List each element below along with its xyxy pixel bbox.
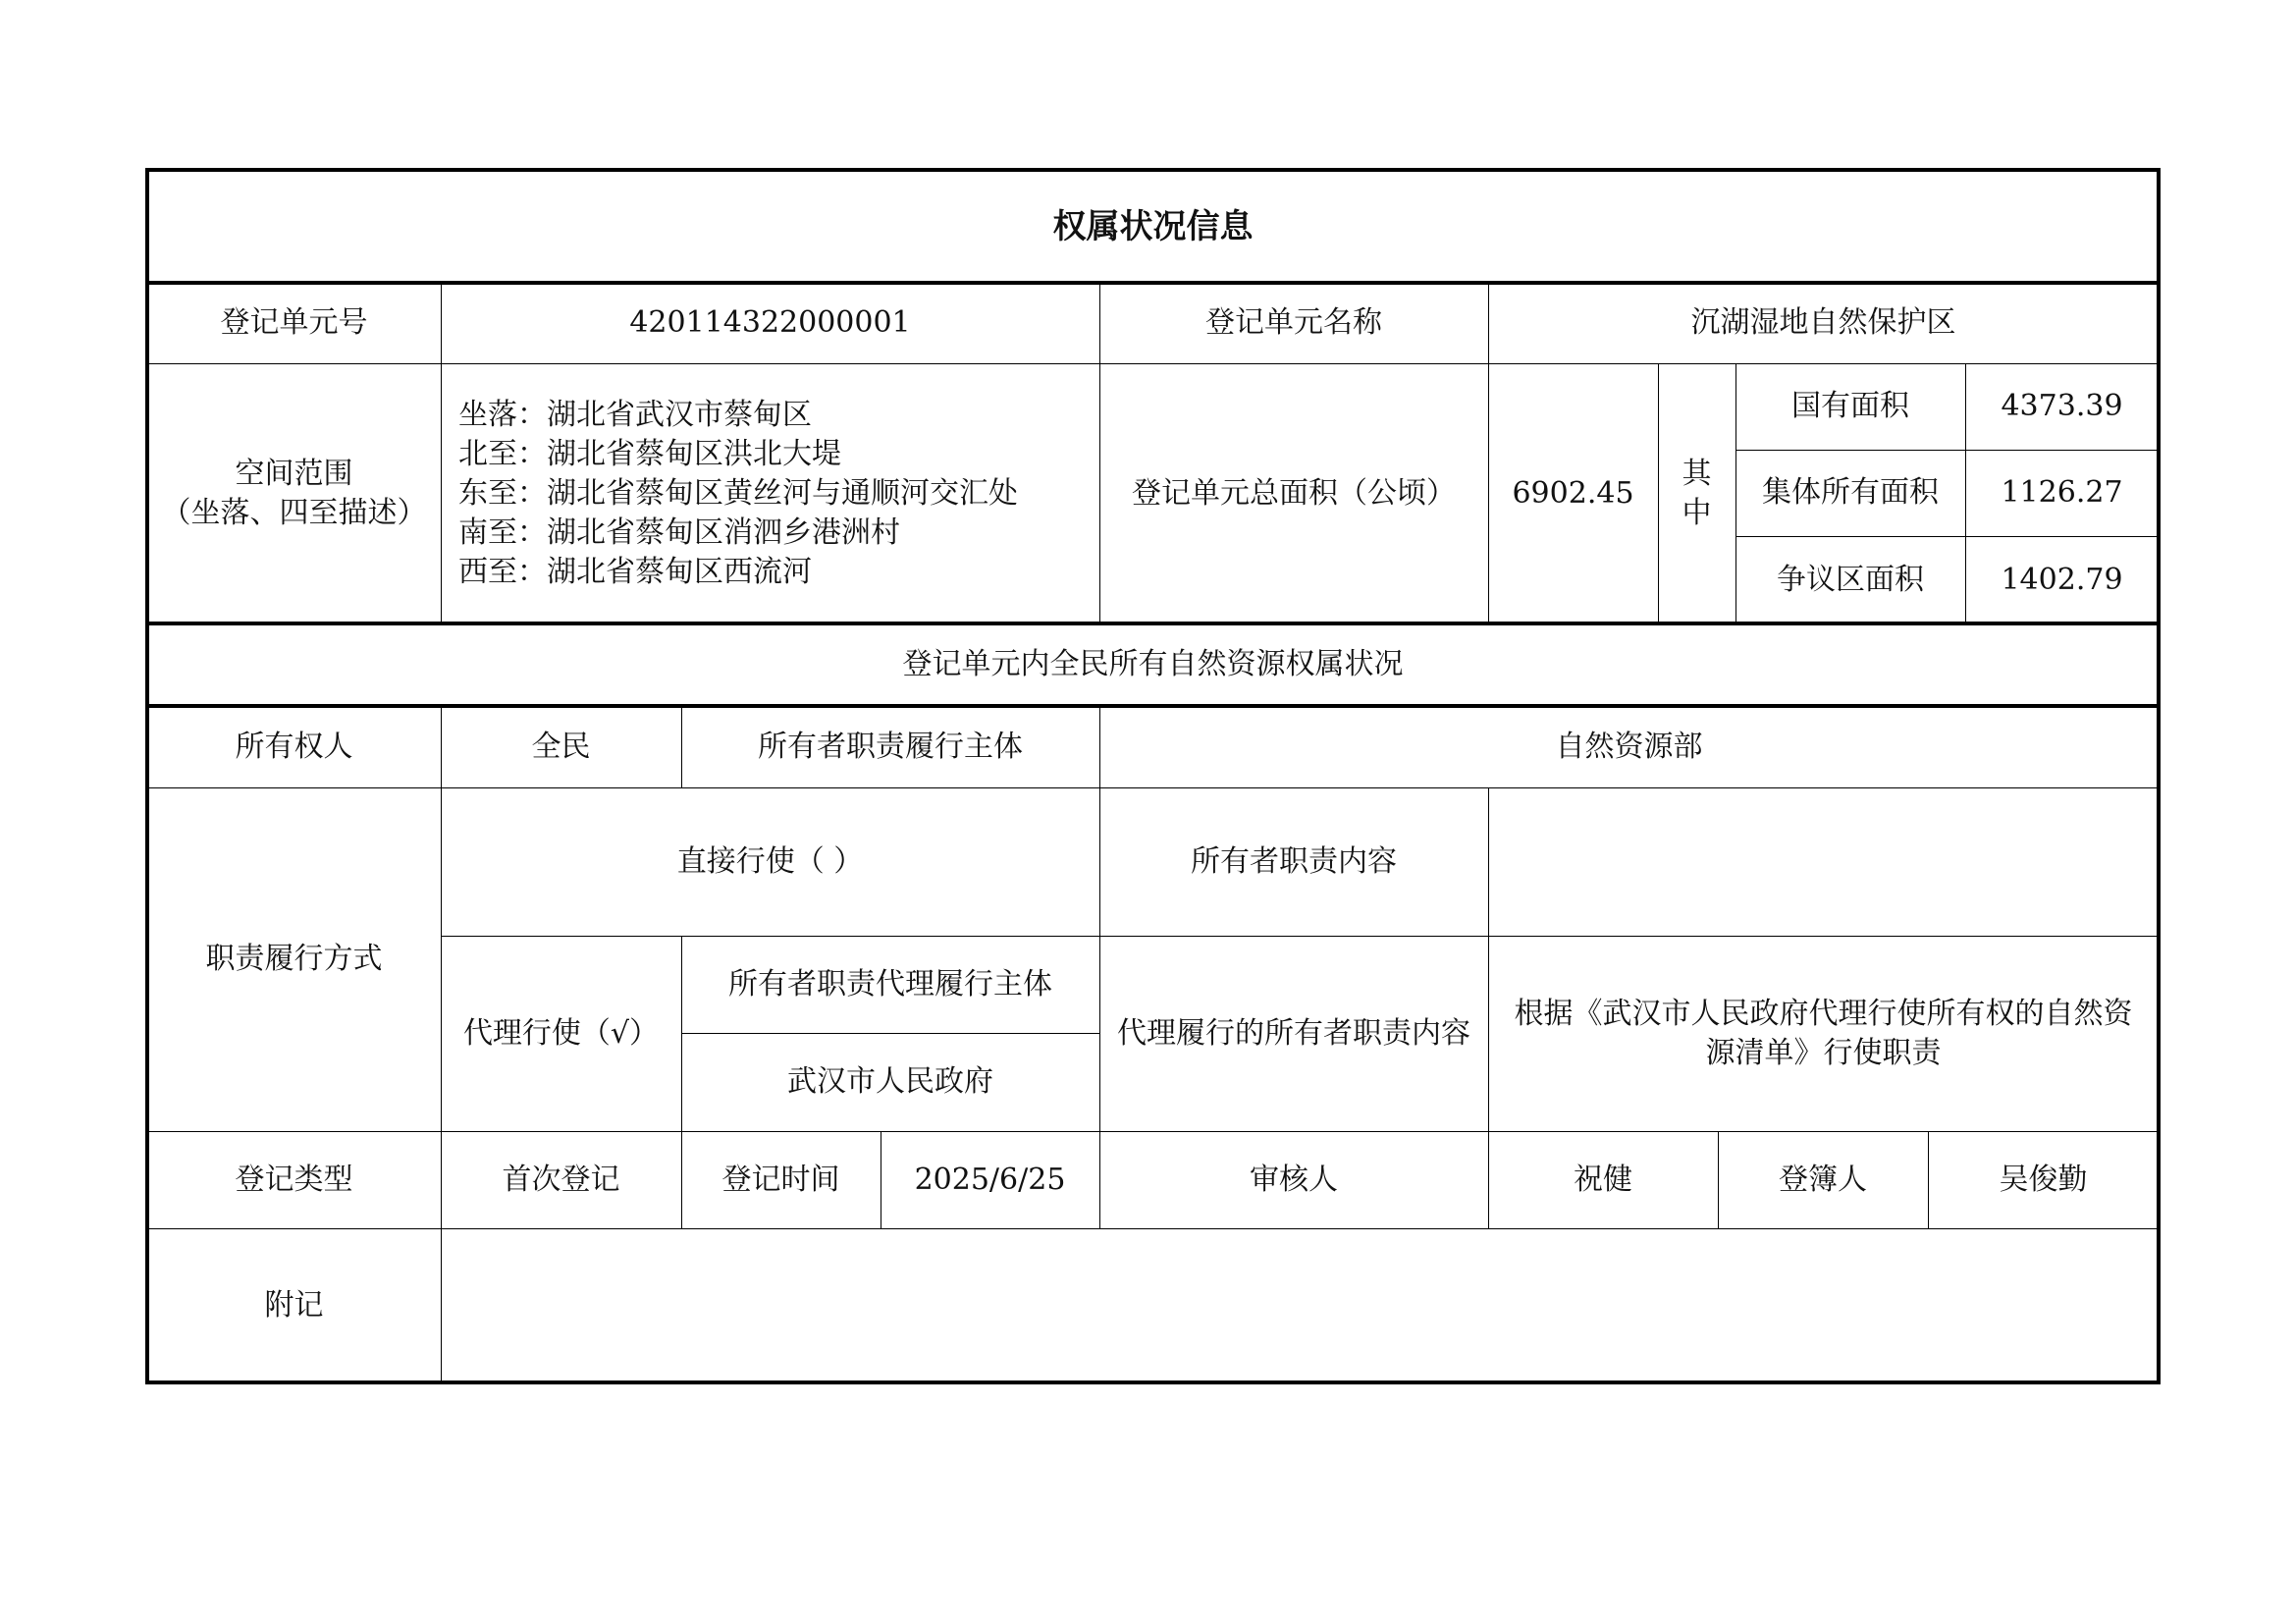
agent-content [1488, 936, 2159, 1131]
extent-label-line1: 空间范围 [235, 456, 353, 491]
disputed-area-label: 争议区面积 [1777, 562, 1924, 597]
agent-content-label: 代理履行的所有者职责内容 [1117, 1015, 1470, 1051]
duty-mode-label: 职责履行方式 [205, 942, 383, 976]
among-char-2: 中 [1682, 495, 1712, 530]
col-544-owner [681, 706, 682, 787]
unit-number: 420114322000001 [629, 305, 911, 340]
col-1600 [1718, 1131, 1719, 1228]
rule-after-title [147, 281, 2159, 285]
rule-agent-subject [681, 1033, 1099, 1034]
direct-exercise: 直接行使（ ） [676, 843, 864, 879]
rule-after-section [147, 704, 2159, 708]
col-970-a [1099, 283, 1100, 623]
extent-label-line2: （坐落、四至描述） [161, 495, 427, 530]
state-area-label: 国有面积 [1791, 389, 1909, 423]
agent-content-line1: 根据《武汉市人民政府代理行使所有权的自然资 [1514, 996, 2133, 1031]
border-bottom [147, 1380, 2159, 1384]
extent-line-location: 坐落：湖北省武汉市蔡甸区 [458, 397, 812, 432]
unit-number-label: 登记单元号 [220, 305, 368, 340]
col-1366-a [1488, 283, 1489, 623]
rule-after-extent [147, 622, 2159, 625]
rule-after-owner [147, 787, 2159, 788]
duty-subject: 自然资源部 [1555, 729, 1703, 764]
note-value [441, 1228, 2159, 1382]
col-544-agent [681, 936, 682, 1228]
agent-exercise: 代理行使（√） [462, 1015, 660, 1051]
col-1539 [1658, 363, 1659, 623]
extent-line-north: 北至：湖北省蔡甸区洪北大堤 [458, 436, 841, 471]
unit-name-label: 登记单元名称 [1205, 305, 1382, 340]
unit-name: 沉湖湿地自然保护区 [1690, 305, 1956, 340]
col-299-b [441, 706, 442, 1382]
border-left [145, 168, 149, 1384]
border-right [2157, 168, 2161, 1384]
rule-area-2 [1735, 536, 2159, 537]
collective-area-label: 集体所有面积 [1762, 475, 1939, 510]
agent-content-line2: 源清单》行使职责 [1705, 1035, 1942, 1070]
reviewer-label: 审核人 [1250, 1162, 1338, 1197]
registrar: 吴俊勤 [1999, 1162, 2088, 1197]
registration-time-label: 登记时间 [721, 1162, 840, 1197]
col-970-b [1099, 706, 1100, 1228]
col-1814 [1928, 1131, 1929, 1228]
section-title: 登记单元内全民所有自然资源权属状况 [902, 647, 1404, 681]
extent-line-west: 西至：湖北省蔡甸区西流河 [458, 554, 812, 589]
owner-value: 全民 [531, 729, 591, 764]
among-char-1: 其 [1682, 456, 1712, 491]
duty-subject-label: 所有者职责履行主体 [758, 729, 1023, 764]
total-area-label: 登记单元总面积（公顷） [1132, 475, 1456, 511]
rule-after-direct [441, 936, 2159, 937]
extent-description [441, 363, 1099, 623]
col-1852 [1965, 363, 1966, 623]
owner-label: 所有权人 [235, 729, 353, 764]
page-title: 权属状况信息 [1052, 206, 1254, 246]
registration-time: 2025/6/25 [914, 1162, 1066, 1197]
extent-label [147, 363, 441, 623]
agent-subject-label: 所有者职责代理履行主体 [728, 966, 1052, 1001]
note-label: 附记 [264, 1287, 324, 1323]
extent-line-east: 东至：湖北省蔡甸区黄丝河与通顺河交汇处 [458, 475, 1018, 511]
state-area-value: 4373.39 [2001, 389, 2123, 423]
extent-line-south: 南至：湖北省蔡甸区消泗乡港洲村 [458, 514, 900, 550]
agent-subject: 武汉市人民政府 [787, 1064, 993, 1099]
duty-content-label: 所有者职责内容 [1191, 843, 1397, 879]
border-top [147, 168, 2159, 172]
among-label [1658, 363, 1735, 623]
registration-type: 首次登记 [502, 1162, 620, 1197]
rule-after-duty [147, 1131, 2159, 1132]
rule-area-1 [1735, 450, 2159, 451]
col-1366-b [1488, 787, 1489, 1228]
rule-after-unit [147, 363, 2159, 364]
registrar-label: 登簿人 [1779, 1162, 1867, 1197]
disputed-area-value: 1402.79 [2001, 562, 2123, 597]
total-area-value: 6902.45 [1512, 475, 1634, 511]
ownership-record-table [147, 170, 2159, 1382]
col-1618 [1735, 363, 1736, 623]
registration-type-label: 登记类型 [235, 1162, 353, 1197]
reviewer: 祝健 [1574, 1162, 1632, 1197]
duty-content [1488, 787, 2159, 936]
rule-after-registration [147, 1228, 2159, 1229]
collective-area-value: 1126.27 [2001, 475, 2123, 510]
col-299 [441, 283, 442, 623]
